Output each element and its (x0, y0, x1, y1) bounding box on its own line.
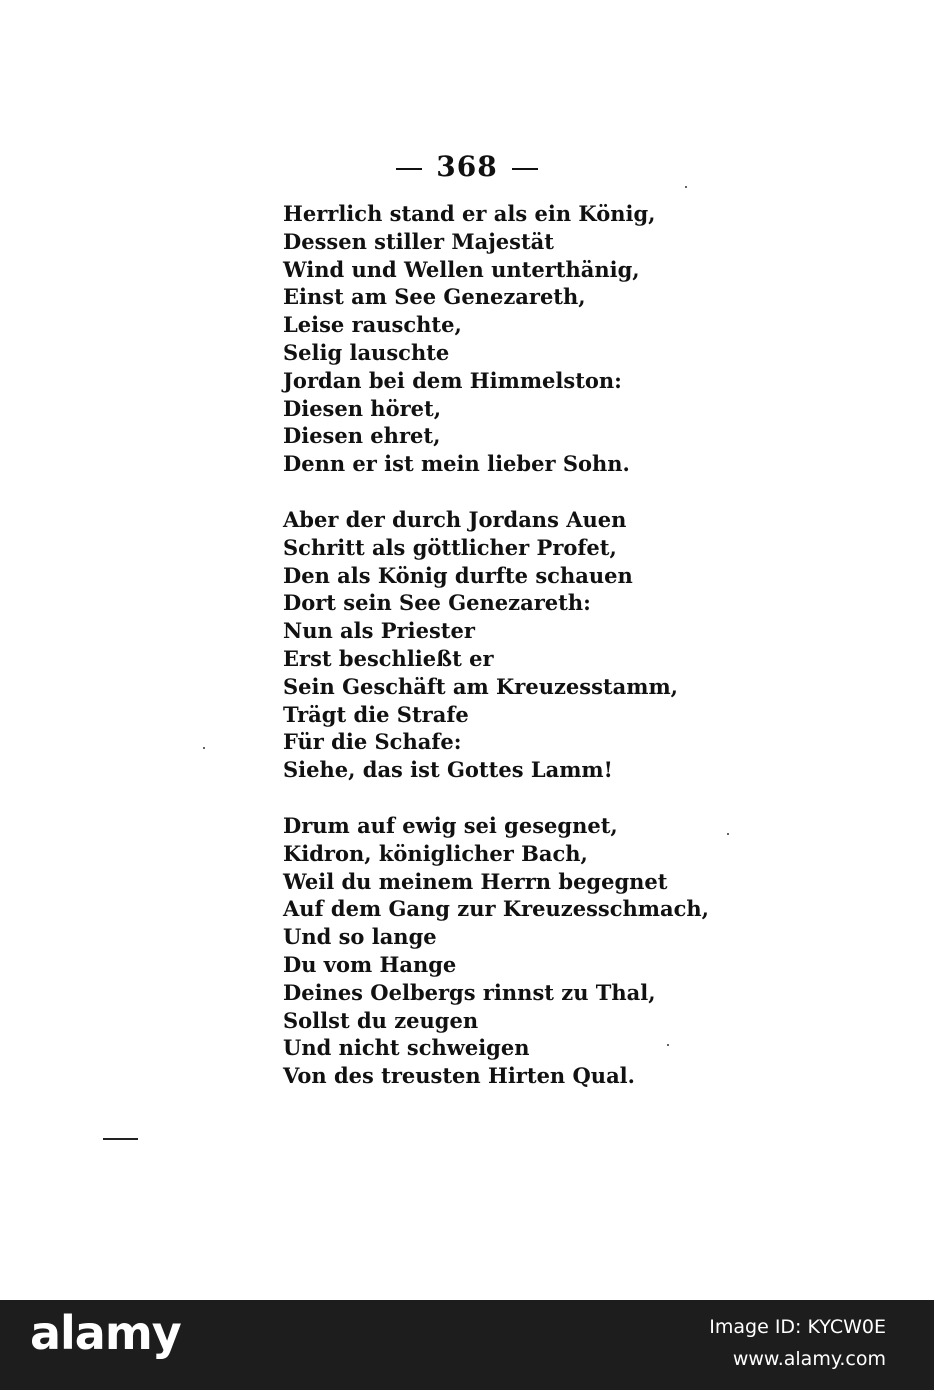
poem-line: Diesen ehret, (283, 423, 441, 449)
right-dash (512, 168, 538, 170)
poem-line: Weil du meinem Herrn begegnet (283, 868, 668, 894)
page-number-header (0, 150, 934, 183)
print-speck (203, 747, 205, 749)
stanza-2 (283, 506, 723, 784)
image-id-label: Image ID: KYCW0E (709, 1316, 886, 1338)
poem-line: Herrlich stand er als ein König, (283, 201, 656, 226)
poem-line: Einst am See Genezareth, (283, 284, 586, 310)
print-speck (685, 186, 687, 188)
poem-line: Kidron, königlicher Bach, (283, 840, 588, 866)
left-dash (396, 168, 422, 170)
poem-line: Jordan bei dem Himmelston: (283, 367, 622, 393)
alamy-logo: alamy (30, 1306, 181, 1360)
stanza-3 (283, 812, 723, 1090)
poem-text (283, 200, 723, 1090)
poem-line: Trägt die Strafe (283, 701, 469, 727)
poem-line: Dessen stiller Majestät (283, 228, 554, 254)
print-speck (727, 833, 729, 835)
poem-line: Erst beschließt er (283, 645, 494, 671)
poem-line: Und so lange (283, 924, 437, 950)
poem-line: Sollst du zeugen (283, 1007, 479, 1033)
poem-line: Für die Schafe: (283, 729, 462, 755)
poem-line: Dort sein See Genezareth: (283, 590, 591, 616)
poem-line: Den als König durfte schauen (283, 562, 633, 588)
poem-line: Wind und Wellen unterthänig, (283, 256, 640, 282)
poem-line: Du vom Hange (283, 951, 457, 977)
poem-line: Auf dem Gang zur Kreuzesschmach, (283, 896, 709, 922)
poem-line: Von des treusten Hirten Qual. (283, 1063, 635, 1089)
poem-line: Drum auf ewig sei gesegnet, (283, 812, 618, 838)
poem-line: Selig lauschte (283, 339, 450, 365)
poem-line: Nun als Priester (283, 618, 475, 644)
watermark-url: www.alamy.com (732, 1348, 886, 1370)
poem-line: Schritt als göttlicher Profet, (283, 534, 617, 560)
poem-line: Deines Oelbergs rinnst zu Thal, (283, 979, 656, 1005)
print-speck (667, 1044, 669, 1046)
poem-line: Siehe, das ist Gottes Lamm! (283, 757, 613, 783)
poem-line: Aber der durch Jordans Auen (283, 506, 627, 532)
page-number: 368 (436, 150, 498, 183)
poem-line: Leise rauschte, (283, 312, 462, 338)
poem-line: Diesen höret, (283, 395, 442, 421)
end-rule (103, 1138, 138, 1140)
stanza-1 (283, 200, 723, 478)
poem-line: Und nicht schweigen (283, 1035, 530, 1061)
poem-line: Sein Geschäft am Kreuzesstamm, (283, 673, 678, 699)
poem-line: Denn er ist mein lieber Sohn. (283, 451, 630, 477)
